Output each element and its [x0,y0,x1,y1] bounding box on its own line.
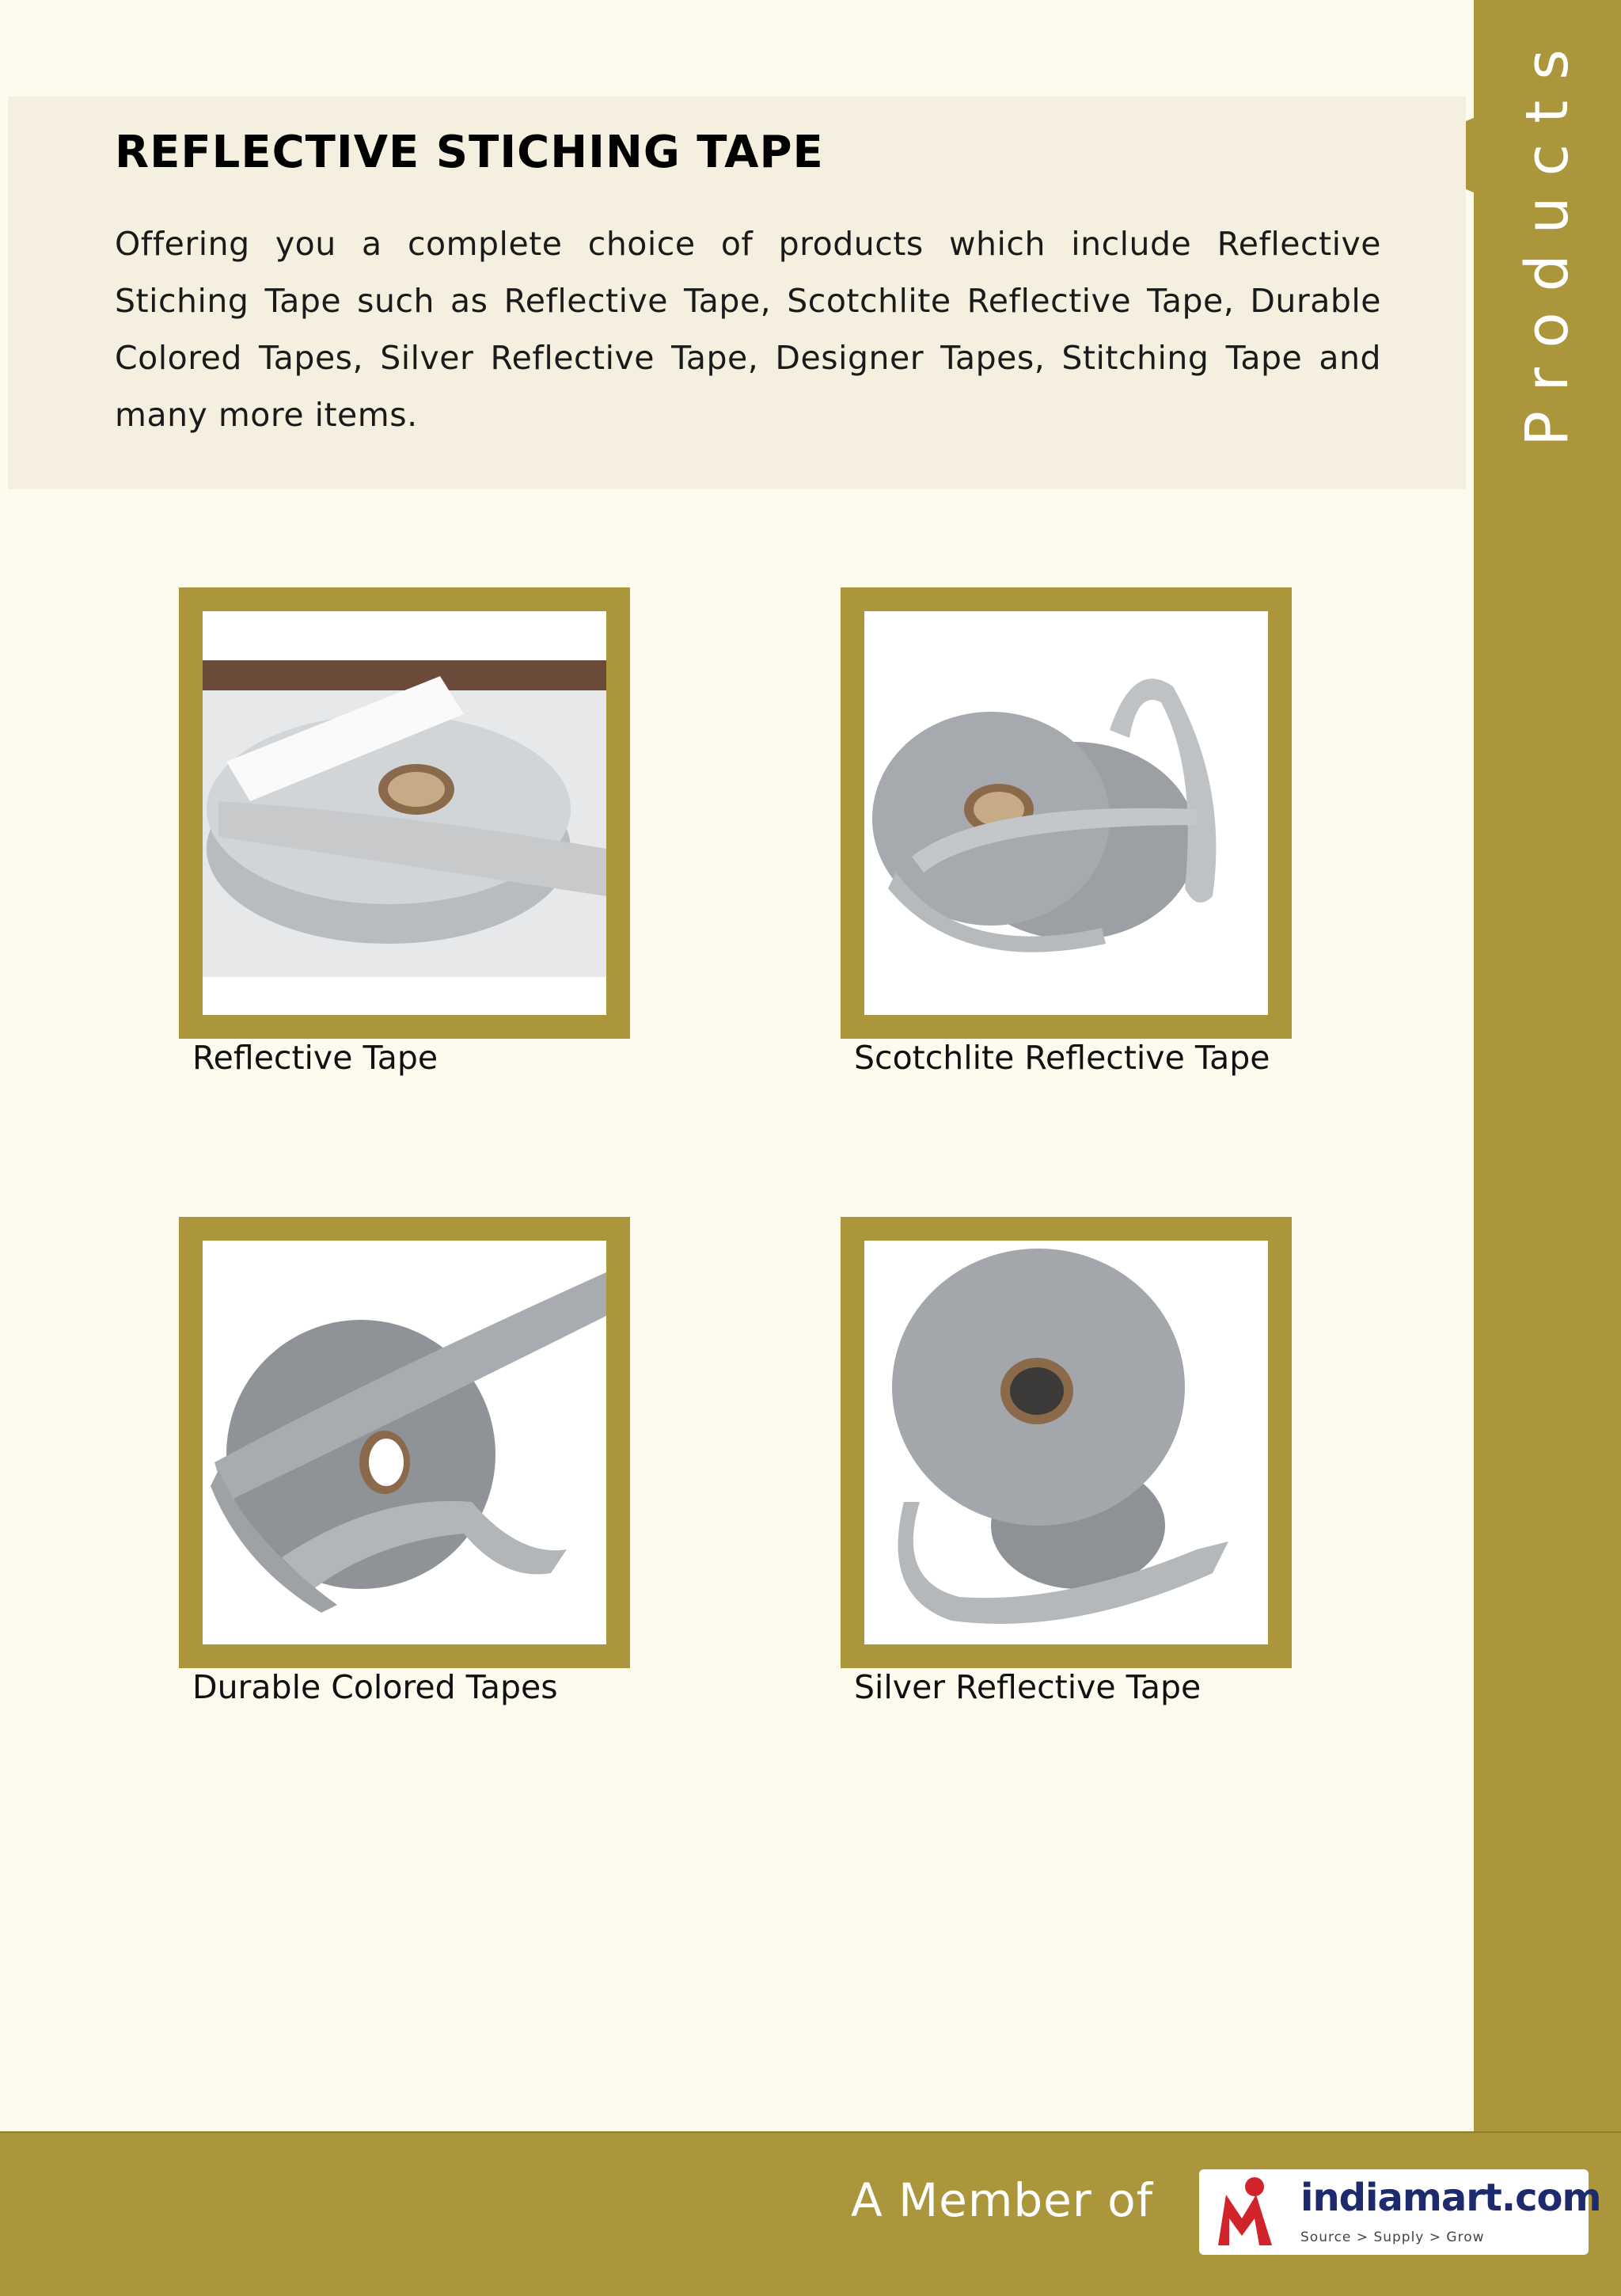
product-caption: Reflective Tape [192,1039,438,1077]
product-photo [864,1241,1268,1644]
product-caption: Durable Colored Tapes [192,1668,558,1706]
product-photo [203,611,606,1015]
product-card[interactable] [179,1217,630,1668]
page-title: REFLECTIVE STICHING TAPE [115,127,824,178]
intro-paragraph: Offering you a complete choice of products which include Reflective Stiching Tape such as Reflective Tape, Scotchlite Reflective Tape, Durable Colored Tapes, Silver Reflective Tape, Designer Tapes, Stitching Tape and many more items. [115,225,1381,434]
member-text: A Member of [851,2173,1154,2227]
indiamart-mark-icon [1207,2169,1294,2255]
product-card[interactable] [841,1217,1292,1668]
product-card[interactable] [179,587,630,1039]
product-caption: Silver Reflective Tape [854,1668,1202,1706]
logo-brand: indiamart.com [1300,2176,1601,2220]
product-caption: Scotchlite Reflective Tape [854,1039,1270,1077]
logo-tagline: Source > Supply > Grow [1300,2229,1485,2245]
product-photo [864,611,1268,1015]
product-photo [203,1241,606,1644]
indiamart-logo[interactable] [1199,2169,1601,2255]
product-card[interactable] [841,587,1292,1039]
sidebar-label: Products [1513,29,1581,447]
